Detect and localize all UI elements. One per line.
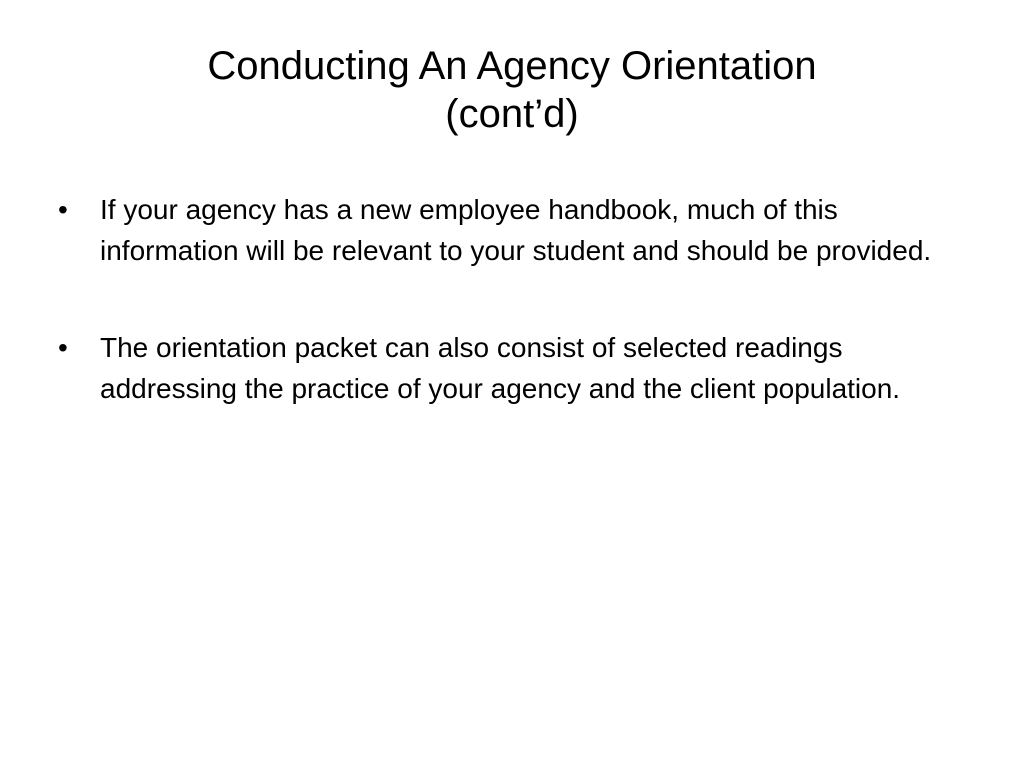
- slide-title-line-2: (cont’d): [445, 92, 579, 136]
- bullet-dot-icon: •: [58, 194, 68, 225]
- slide-title: [0, 42, 1024, 138]
- bullet-item-orientation-packet: [58, 328, 963, 409]
- bullet-dot-icon: •: [58, 332, 68, 363]
- bullet-list: [58, 190, 963, 466]
- bullet-item-handbook: [58, 190, 963, 271]
- bullet-text-handbook: If your agency has a new employee handbook, much of this information will be relevant to your student and should be provided.: [100, 194, 932, 266]
- slide-title-line-1: Conducting An Agency Orientation: [207, 44, 817, 88]
- bullet-text-orientation-packet: The orientation packet can also consist of selected readings addressing the practice of your agency and the client population.: [100, 332, 901, 404]
